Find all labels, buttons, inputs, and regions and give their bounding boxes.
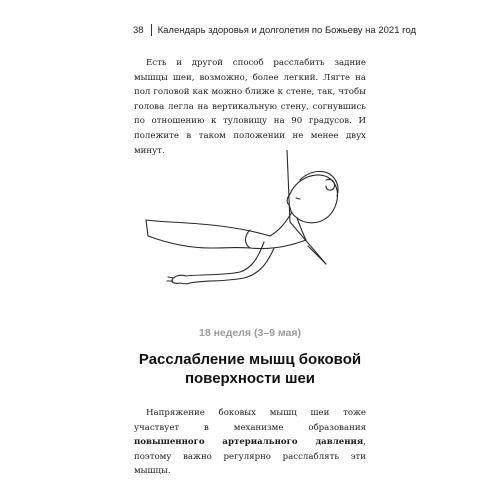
bold-term: повышенного артериального давления [134, 437, 364, 448]
section-heading-line-2: поверхности шеи [184, 370, 316, 387]
hand [172, 275, 190, 284]
page-number: 38 [133, 24, 144, 36]
running-header [133, 23, 416, 37]
eye [296, 198, 300, 199]
body-text-before: Напряжение боковых мышц шеи тоже участвует в механизме образования [134, 408, 366, 433]
torso-bottom [148, 236, 306, 249]
body-paragraph [134, 406, 366, 479]
head-outline [290, 175, 338, 223]
chest-contour [246, 230, 251, 248]
lying-figure-illustration [140, 150, 340, 300]
leg-end [146, 220, 148, 236]
running-title: Календарь здоровья и долголетия по Божьеву на 2021 год [157, 24, 416, 36]
hair-bun [326, 179, 335, 190]
torso-top [146, 220, 270, 236]
header-divider [151, 24, 152, 36]
week-label: 18 неделя (3–9 мая) [198, 327, 302, 339]
shoulder [270, 212, 292, 236]
section-heading [0, 350, 500, 388]
intro-paragraph: Есть и другой способ расслабить задние мышцы шеи, возможно, более легкий. Лягте на пол головой как можно ближе к стене, так, чтобы голова легла на вертикальную стену, согнувшись по отношению к туловищу на 90 градусов. И полежите в таком положении не менее двух минут. [134, 58, 366, 156]
wall-line [287, 150, 290, 222]
floor-line [308, 246, 326, 264]
body-text-after: , поэтому важно регулярно расслаблять эти мышцы. [134, 437, 366, 477]
arm-lower [190, 248, 274, 283]
section-heading-line-1: Расслабление мышц боковой [138, 351, 362, 368]
